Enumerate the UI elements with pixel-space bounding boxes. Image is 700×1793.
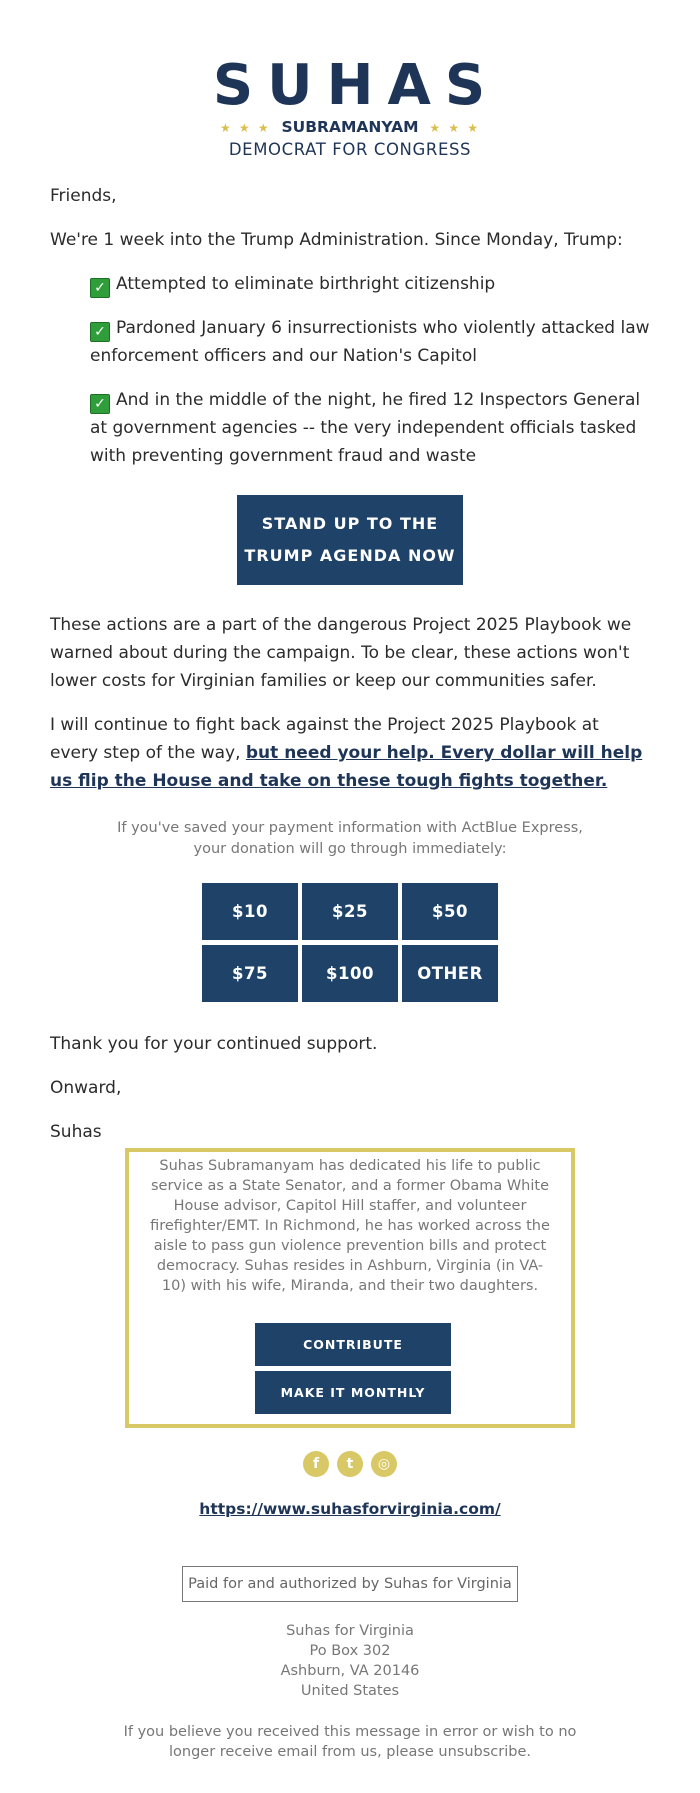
greeting: Friends,: [50, 186, 117, 206]
address-line: Ashburn, VA 20146: [280, 1663, 420, 1679]
intro-paragraph: We're 1 week into the Trump Administration. Since Monday, Trump:: [50, 230, 623, 250]
website-row: [0, 1500, 700, 1518]
check-mark-icon: ✓: [90, 322, 110, 342]
instagram-icon[interactable]: ◎: [371, 1451, 397, 1477]
stand-up-cta-button[interactable]: [237, 495, 463, 585]
project-2025-paragraph: These actions are a part of the dangerous Project 2025 Playbook we warned about during the campaign. To be clear, these actions won't lower costs for Virginian families or keep our communities safer.: [50, 615, 632, 691]
list-item: [90, 270, 650, 298]
make-it-monthly-button[interactable]: MAKE IT MONTHLY: [255, 1371, 451, 1414]
list-item: [90, 314, 650, 370]
list-item: [90, 386, 650, 470]
thanks-line: Thank you for your continued support.: [50, 1034, 378, 1054]
logo-wordmark: SUHAS: [212, 53, 500, 118]
star-icon: ★ ★ ★: [429, 121, 481, 135]
cta-line-2: TRUMP AGENDA NOW: [244, 546, 456, 565]
list-item-text: Pardoned January 6 insurrectionists who violently attacked law enforcement officers and our Nation's Capitol: [90, 318, 650, 366]
address-line: Po Box 302: [309, 1643, 391, 1659]
campaign-logo: [0, 53, 700, 159]
cta-line-1: STAND UP TO THE: [261, 514, 439, 533]
address-line: United States: [300, 1683, 400, 1699]
check-mark-icon: ✓: [90, 394, 110, 414]
donate-10-button[interactable]: $10: [202, 883, 298, 940]
logo-subtitle: [0, 116, 700, 138]
donate-other-button[interactable]: OTHER: [402, 945, 498, 1002]
actblue-note: If you've saved your payment information with ActBlue Express, your donation will go through immediately:: [117, 820, 583, 857]
donate-50-button[interactable]: $50: [402, 883, 498, 940]
contribute-button[interactable]: CONTRIBUTE: [255, 1323, 451, 1366]
check-mark-icon: ✓: [90, 278, 110, 298]
bio-text: Suhas Subramanyam has dedicated his life to public service as a State Senator, and a former Obama White House advisor, Capitol Hill staffer, and volunteer firefighter/EMT. In Richmond, he has worked across the aisle to pass gun violence prevention bills and protect democracy. Suhas resides in Ashburn, Virginia (in VA-10) with his wife, Miranda, and their two daughters.: [150, 1158, 550, 1294]
star-icon: ★ ★ ★: [219, 121, 271, 135]
logo-tagline: DEMOCRAT FOR CONGRESS: [228, 140, 472, 159]
fight-back-paragraph: [50, 711, 650, 795]
website-link[interactable]: https://www.suhasforvirginia.com/: [199, 1500, 501, 1518]
bio-box: [125, 1148, 575, 1428]
paid-for-disclaimer: Paid for and authorized by Suhas for Virginia: [182, 1566, 518, 1602]
signoff: Onward,: [50, 1078, 122, 1098]
list-item-text: Attempted to eliminate birthright citizenship: [116, 274, 496, 294]
unsubscribe-notice: If you believe you received this message in error or wish to no longer receive email from us, please unsubscribe.: [123, 1724, 577, 1760]
list-item-text: And in the middle of the night, he fired 12 Inspectors General at government agencies -- the very independent officials tasked with preventing government fraud and waste: [90, 390, 641, 466]
donate-link[interactable]: but need your help. Every dollar will help us flip the House and take on these tough fights together.: [50, 743, 643, 791]
fight-back-text: I will continue to fight back against the Project 2025 Playbook at every step of the way,: [50, 715, 599, 763]
donate-75-button[interactable]: $75: [202, 945, 298, 1002]
address-line: Suhas for Virginia: [286, 1623, 414, 1639]
twitter-icon[interactable]: t: [337, 1451, 363, 1477]
facebook-icon[interactable]: f: [303, 1451, 329, 1477]
donate-25-button[interactable]: $25: [302, 883, 398, 940]
donate-100-button[interactable]: $100: [302, 945, 398, 1002]
signature: Suhas: [50, 1122, 102, 1142]
logo-surname: SUBRAMANYAM: [281, 118, 419, 136]
